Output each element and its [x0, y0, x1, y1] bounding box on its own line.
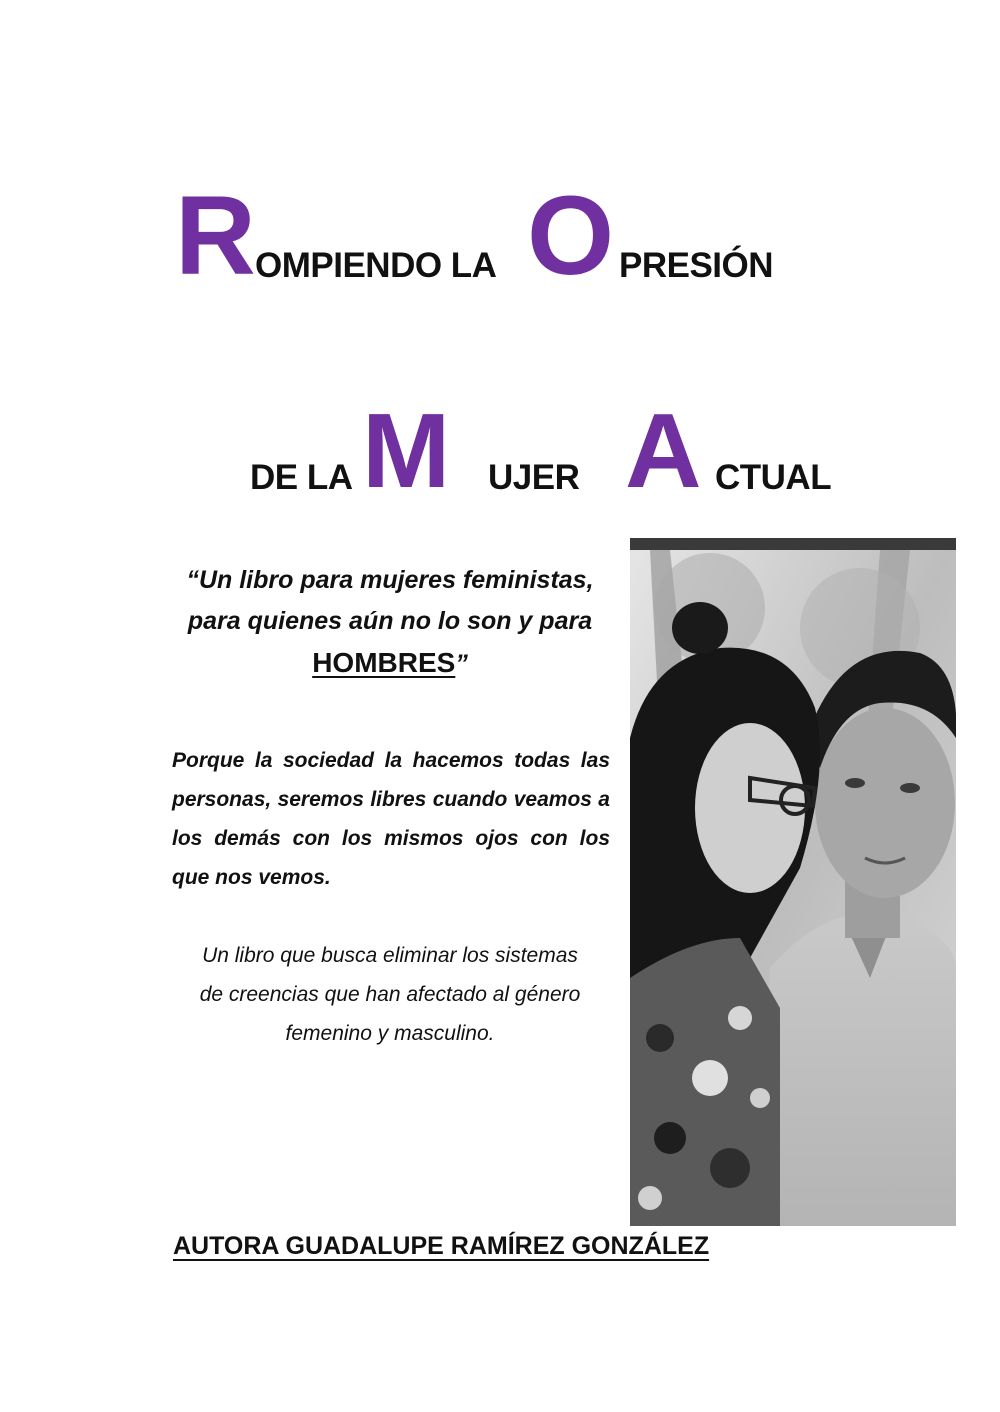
- title-cap-m: M: [362, 392, 451, 510]
- description-bold: Porque la sociedad la hacemos todas las personas, seremos libres cuando veamos a los demás con los mismos ojos con los que nos vemos.: [172, 749, 610, 889]
- cover-photo: [630, 538, 956, 1226]
- tagline-quote: [160, 560, 620, 685]
- title-text-de-la: DE LA: [250, 458, 353, 497]
- author-name: AUTORA GUADALUPE RAMÍREZ GONZÁLEZ: [173, 1232, 710, 1260]
- title-text-presion: PRESIÓN: [619, 246, 774, 285]
- quote-line-3: [160, 642, 620, 685]
- title-text-ompiendo: OMPIENDO LA: [255, 246, 497, 285]
- title-text-ujer: UJER: [488, 458, 580, 497]
- quote-line-2: para quienes aún no lo son y para: [187, 607, 593, 635]
- quote-close: ”: [455, 650, 468, 678]
- title-cap-o: O: [527, 173, 615, 298]
- cover-photo-art: [630, 538, 956, 1226]
- quote-line-1: “Un libro para mujeres feministas,: [186, 566, 594, 594]
- title-cap-r: R: [175, 173, 256, 298]
- title-text-ctual: CTUAL: [715, 458, 832, 497]
- title-cap-a: A: [625, 392, 702, 510]
- description-regular: Un libro que busca eliminar los sistemas de creencias que han afectado al género femenino y masculino.: [199, 944, 581, 1045]
- quote-emphasis: HOMBRES: [312, 647, 456, 678]
